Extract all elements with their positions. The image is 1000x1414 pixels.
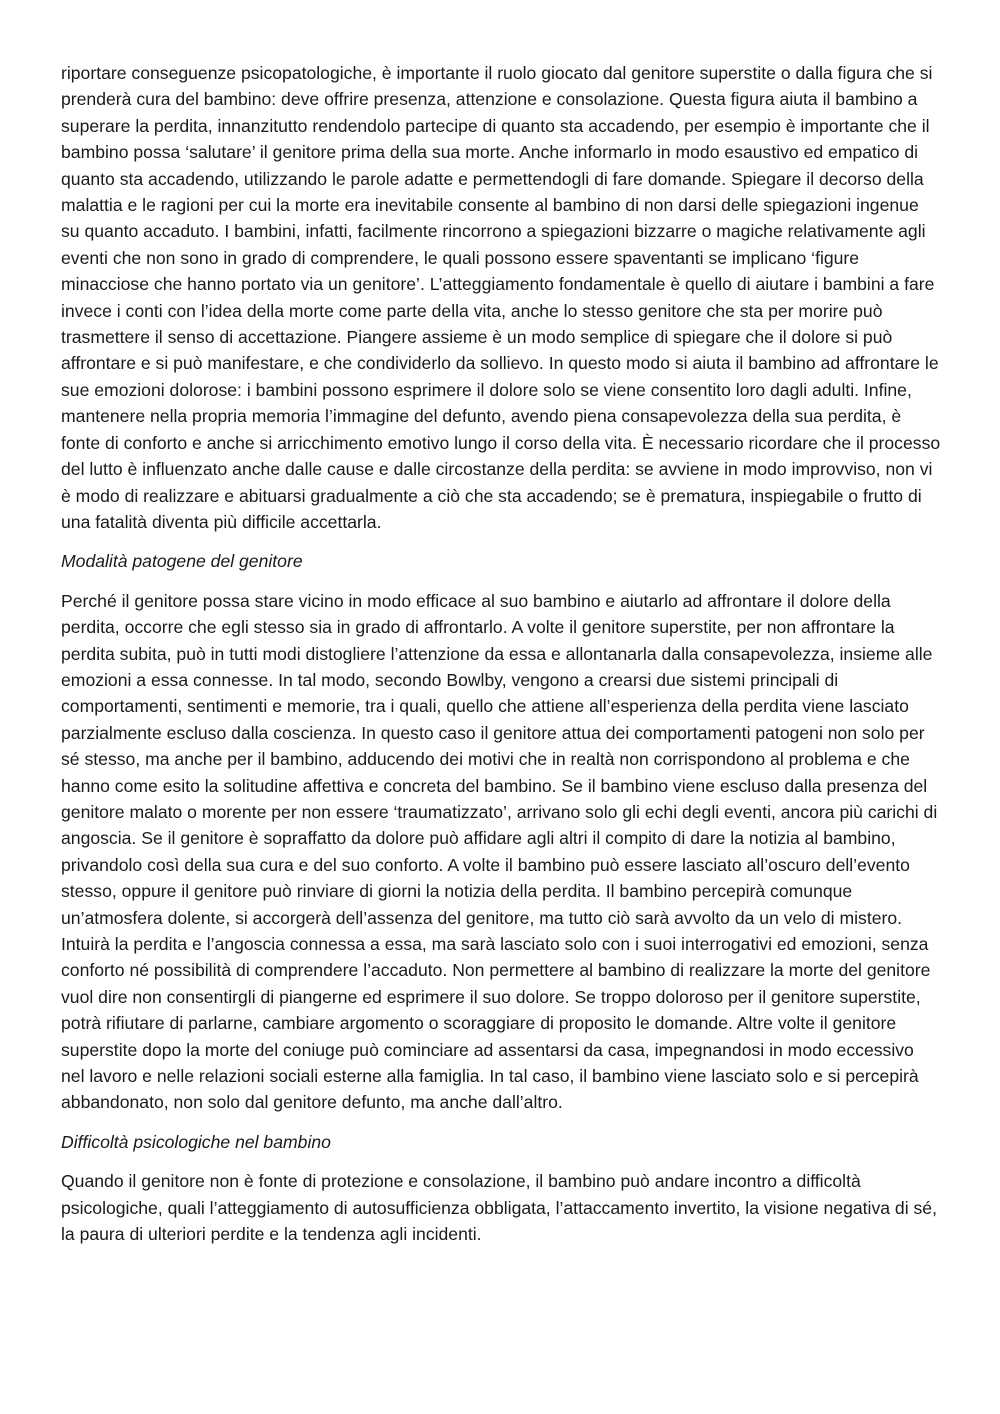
paragraph-spacer [61, 535, 941, 548]
body-paragraph: riportare conseguenze psicopatologiche, è importante il ruolo giocato dal genitore superstite o dalla figura che si prenderà cura del bambino: deve offrire presenza, attenzione e consolazione. Questa figura aiuta il bambino a superare la perdita, innanzitutto rendendolo partecipe di quanto sta accadendo, per esempio è importante che il bambino possa ‘salutare’ il genitore prima della sua morte. Anche informarlo in modo esaustivo ed empatico di quanto sta accadendo, utilizzando le parole adatte e permettendogli di fare domande. Spiegare il decorso della malattia e le ragioni per cui la morte era inevitabile consente al bambino di non darsi delle spiegazioni ingenue su quanto accaduto. I bambini, infatti, facilmente rincorrono a spiegazioni bizzarre o magiche relativamente agli eventi che non sono in grado di comprendere, le quali possono essere spaventanti se implicano ‘figure minacciose che hanno portato via un genitore’. L’atteggiamento fondamentale è quello di aiutare i bambini a fare invece i conti con l’idea della morte come parte della vita, anche lo stesso genitore che sta per morire può trasmettere il senso di accettazione. Piangere assieme è un modo semplice di spiegare che il dolore si può affrontare e si può manifestare, e che condividerlo da sollievo. In questo modo si aiuta il bambino ad affrontare le sue emozioni dolorose: i bambini possono esprimere il dolore solo se viene consentito loro dagli adulti. Infine, mantenere nella propria memoria l’immagine del defunto, avendo piena consapevolezza della sua perdita, è fonte di conforto e anche si arricchimento emotivo lungo il corso della vita. È necessario ricordare che il processo del lutto è influenzato anche dalle cause e dalle circostanze della perdita: se avviene in modo improvviso, non vi è modo di realizzare e abituarsi gradualmente a ciò che sta accadendo; se è prematura, inspiegabile o frutto di una fatalità diventa più difficile accettarla. [61, 63, 941, 532]
paragraph-spacer [61, 575, 941, 588]
section-heading: Difficoltà psicologiche nel bambino [61, 1131, 331, 1152]
section-heading: Modalità patogene del genitore [61, 551, 303, 572]
document-page [61, 60, 941, 1247]
body-paragraph: Perché il genitore possa stare vicino in modo efficace al suo bambino e aiutarlo ad affrontare il dolore della perdita, occorre che egli stesso sia in grado di affrontarlo. A volte il genitore superstite, per non affrontare la perdita subita, può in tutti modi distogliere l’attenzione da essa e allontanarla dalla consapevolezza, insieme alle emozioni a essa connesse. In tal modo, secondo Bowlby, vengono a crearsi due sistemi principali di comportamenti, sentimenti e memorie, tra i quali, quello che attiene all’esperienza della perdita viene lasciato parzialmente escluso dalla coscienza. In questo caso il genitore attua dei comportamenti patogeni non solo per sé stesso, ma anche per il bambino, adducendo dei motivi che in realtà non corrispondono al problema e che hanno come esito la solitudine affettiva e concreta del bambino. Se il bambino viene escluso dalla presenza del genitore malato o morente per non essere ‘traumatizzato’, arrivano solo gli echi degli eventi, ancora più carichi di angoscia. Se il genitore è sopraffatto da dolore può affidare agli altri il compito di dare la notizia al bambino, privandolo così della sua cura e del suo conforto. A volte il bambino può essere lasciato all’oscuro dell’evento stesso, oppure il genitore può rinviare di giorni la notizia della perdita. Il bambino percepirà comunque un’atmosfera dolente, si accorgerà dell’assenza del genitore, ma tutto ciò sarà avvolto da un velo di mistero. Intuirà la perdita e l’angoscia connessa a essa, ma sarà lasciato solo con i suoi interrogativi ed emozioni, senza conforto né possibilità di comprendere l’accaduto. Non permettere al bambino di realizzare la morte del genitore vuol dire non consentirgli di piangerne ed esprimere il suo dolore. Se troppo doloroso per il genitore superstite, potrà rifiutare di parlarne, cambiare argomento o scoraggiare di proposito le domande. Altre volte il genitore superstite dopo la morte del coniuge può cominciare ad assentarsi da casa, impegnandosi in modo eccessivo nel lavoro e nelle relazioni sociali esterne alla famiglia. In tal caso, il bambino viene lasciato solo e si percepirà abbandonato, non solo dal genitore defunto, ma anche dall’altro. [61, 590, 938, 1113]
paragraph-spacer [61, 1116, 941, 1129]
body-paragraph: Quando il genitore non è fonte di protezione e consolazione, il bambino può andare incontro a difficoltà psicologiche, quali l’atteggiamento di autosufficienza obbligata, l’attaccamento invertito, la visione negativa di sé, la paura di ulteriori perdite e la tendenza agli incidenti. [61, 1171, 937, 1245]
paragraph-spacer [61, 1155, 941, 1168]
